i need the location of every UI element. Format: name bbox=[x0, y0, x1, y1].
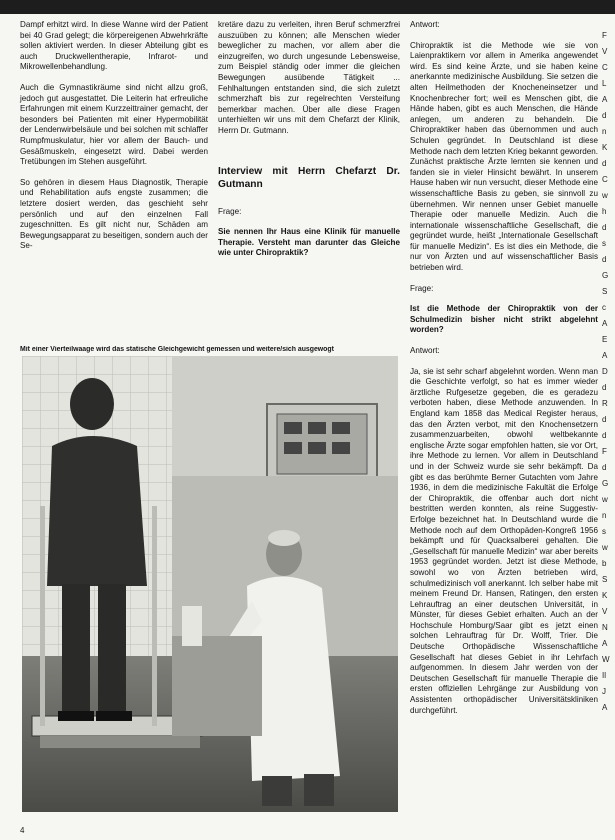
edge-fragment: n bbox=[602, 127, 607, 136]
page-number: 4 bbox=[20, 826, 25, 835]
edge-fragment: d bbox=[602, 223, 607, 232]
edge-fragment: n bbox=[602, 511, 607, 520]
paragraph: kretäre dazu zu verleiten, ihren Beruf schmerzfrei auszuüben zu können; alle Menschen wieder beweglicher zu machen, vor allem aber die einzugreifen, wo durch ungesunde Lebensweise, zum Beispiel ständig oder immer die gleichen Bewegungen ausübende Tätigkeit ... Fehlhaltungen entstanden sind, die sich zuletzt schmerzhaft bis zur regelrechten Versteifung bemerkbar machen. Über alle diese Fragen unterhielten wir uns mit dem Chefarzt der Klinik, Herrn Dr. Gutmann. bbox=[218, 20, 400, 135]
question-label: Frage: bbox=[218, 206, 242, 216]
edge-fragment: V bbox=[602, 47, 608, 56]
edge-fragment: J bbox=[602, 687, 606, 696]
edge-fragment: G bbox=[602, 479, 609, 488]
article-column-1 bbox=[20, 20, 208, 262]
edge-fragment: A bbox=[602, 95, 608, 104]
edge-fragment: R bbox=[602, 399, 608, 408]
edge-fragment: V bbox=[602, 607, 608, 616]
question-text: Ist die Methode der Chiropraktik von der Schulmedizin bisher nicht strikt abgelehnt worden? bbox=[410, 304, 598, 335]
edge-fragment: A bbox=[602, 703, 608, 712]
clinic-photo bbox=[22, 356, 398, 812]
paragraph: Dampf erhitzt wird. In diese Wanne wird der Patient bei 40 Grad gelegt; die körpereigenen Abwehrkräfte sollen aktiviert werden. In dieser Abteilung gibt es auch Druckwellentherapie, Infrarot- und Mikrowellenbehandlung. bbox=[20, 20, 208, 72]
edge-fragment: A bbox=[602, 351, 608, 360]
edge-fragment: F bbox=[602, 447, 607, 456]
answer-label: Antwort: bbox=[410, 20, 440, 29]
adjacent-page-edge bbox=[602, 28, 615, 716]
edge-fragment: d bbox=[602, 383, 607, 392]
paragraph: So gehören in diesem Haus Diagnostik, Therapie und Rehabilitation aufs engste zusammen; die letztere dosiert werden, das geschieht sehr persönlich und auf den einzelnen Fall zugeschnitten. Es gilt nicht nur, Schäden am Bewegungsapparat zu beseitigen, sondern auch der Se- bbox=[20, 177, 208, 251]
question-label: Frage: bbox=[410, 283, 434, 293]
answer-text: Chiropraktik ist die Methode wie sie von Laienpraktikern vor allem in Amerika angewendet wird. Es sind keine Ärzte, und sie haben keine anerkannte medizinische Ausbildung. Sie setzen die alten Heilmethoden der Knocheneinsetzer und Knochenbrecher fort; weil es Menschen gibt, die Hände haben, gibt es auch Menschen, die Hände anlegen, um anderen zu behandeln. Die Chiropraktiker haben das übernommen und auch Schulen gegründet. In Deutschland ist diese Methode nach dem letzten Krieg bekannt geworden. Zunächst praktische Ärzte lernten sie kennen und fanden sie in vieler Hinsicht bewährt. In unserem Hause haben wir nun versucht, dieser Methode eine wissenschaftliche Basis zu geben, sie sinnvoll zu übernehmen. Wir nennen unser Gebiet manuelle Therapie oder manuelle Medizin. Auch die internationale wissenschaftliche Gesellschaft, die gegründet wurde, heißt „Internationale Gesellschaft für manuelle Medizin“. Es ist dies ein Methode, die nur von Ärzten und auf wissenschaftlicher Basis betrieben wird. bbox=[410, 40, 598, 273]
article-column-2 bbox=[218, 20, 400, 269]
edge-fragment: d bbox=[602, 111, 607, 120]
edge-fragment: K bbox=[602, 591, 608, 600]
edge-fragment: d bbox=[602, 255, 607, 264]
edge-fragment: L bbox=[602, 79, 607, 88]
answer-text: Ja, sie ist sehr scharf abgelehnt worden. Wenn man die Geschichte verfolgt, so hat es immer wieder ärztliche Rufgesetze gegeben, die es geradezu verboten haben, diese Methode anzuwenden. In England kam 1858 das Medical Register heraus, das den Ärzten verbot, mit den Knochensetzern zusammenzuarbeiten, obwohl weltbekannte englische Ärzte sogar empfohlen hatten, sie vor Ort, ihre Methode zu lernen. Vor allem in Deutschland und in der Schweiz wurde sie sehr bekämpft. Da gibt es das berühmte Berner Gutachten vom Jahre 1936, in dem die medizinische Fakultät die Erfolge der Chiropraktik, die offenbar auch dort nicht bestritten werden konnten, als reine Suggestiv-Erfolge bezeichnet hat. In Deutschland wurde die Methode noch auf dem Orthopäden-Kongreß 1956 bekämpft und für Quacksalberei gehalten. Die „Gesellschaft für manuelle Medizin“ war aber bereits 1953 gegründet worden. Jetzt ist diese Methode, sowohl wo von Ärzten betrieben wird, schulmedizinisch voll anerkannt. Ich selber habe mit meinem Freund Dr. Hansen, Ratingen, den ersten Lehrauftrag an einer deutschen Universität, in Münster, für dieses Gebiet erhalten. Auch an der Hochschule Homburg/Saar gibt es jetzt einen solchen Lehrauftrag für Dr. Wolff, Trier. Die Deutsche Orthopädische Wissenschaftliche Gesellschaft hat dieses Gebiet in ihr Lehrfach aufgenommen. In diesem Jahr werden von der Deutschen Gesellschaft für manuelle Therapie die ersten offiziellen Lehrgänge zur Ausbildung von Assistenten orthopädischer Universitätskliniken durchgeführt. bbox=[410, 366, 598, 715]
question-text: Sie nennen Ihr Haus eine Klinik für manuelle Therapie. Versteht man darunter das Gleiche wie unter Chiropraktik? bbox=[218, 227, 400, 258]
edge-fragment: s bbox=[602, 527, 606, 536]
edge-fragment: c bbox=[602, 303, 606, 312]
edge-fragment: d bbox=[602, 431, 607, 440]
edge-fragment: C bbox=[602, 63, 608, 72]
edge-fragment: w bbox=[602, 543, 608, 552]
edge-fragment: s bbox=[602, 239, 606, 248]
edge-fragment: S bbox=[602, 575, 608, 584]
edge-fragment: A bbox=[602, 639, 608, 648]
article-column-3 bbox=[410, 20, 598, 726]
photo-illustration bbox=[22, 356, 398, 812]
photo-caption: Mit einer Vierteilwaage wird das statische Gleichgewicht gemessen und weitere/sich ausgewogt bbox=[20, 346, 334, 353]
edge-fragment: C bbox=[602, 175, 608, 184]
edge-fragment: b bbox=[602, 559, 607, 568]
edge-fragment: D bbox=[602, 367, 608, 376]
edge-fragment: h bbox=[602, 207, 607, 216]
edge-fragment: G bbox=[602, 271, 609, 280]
edge-fragment: K bbox=[602, 143, 608, 152]
edge-fragment: w bbox=[602, 191, 608, 200]
edge-fragment: d bbox=[602, 159, 607, 168]
top-black-bar bbox=[0, 0, 615, 14]
edge-fragment: d bbox=[602, 463, 607, 472]
interview-heading: Interview mit Herrn Chefarzt Dr. Gutmann bbox=[218, 165, 400, 190]
edge-fragment: W bbox=[602, 655, 610, 664]
edge-fragment: A bbox=[602, 319, 608, 328]
edge-fragment: d bbox=[602, 415, 607, 424]
edge-fragment: F bbox=[602, 31, 607, 40]
edge-fragment: w bbox=[602, 495, 608, 504]
answer-label: Antwort: bbox=[410, 346, 440, 356]
paragraph: Auch die Gymnastikräume sind nicht allzu groß, jedoch gut ausgestattet. Die Leiterin hat erfreuliche Erfahrungen mit einem Kurzzeittrainer gemacht, der besonders bei Patienten mit einer Hypermobilität der Lendenwirbelsäule und bei solchen mit schlaffer Rumpfmuskulatur, hier vor allem der Bauch- und Gesäßmuskeln, eingesetzt wird. Dabei werden Tretübungen im Stehen ausgeführt. bbox=[20, 82, 208, 167]
edge-fragment: E bbox=[602, 335, 608, 344]
edge-fragment: N bbox=[602, 623, 608, 632]
edge-fragment: S bbox=[602, 287, 608, 296]
edge-fragment: Il bbox=[602, 671, 606, 680]
